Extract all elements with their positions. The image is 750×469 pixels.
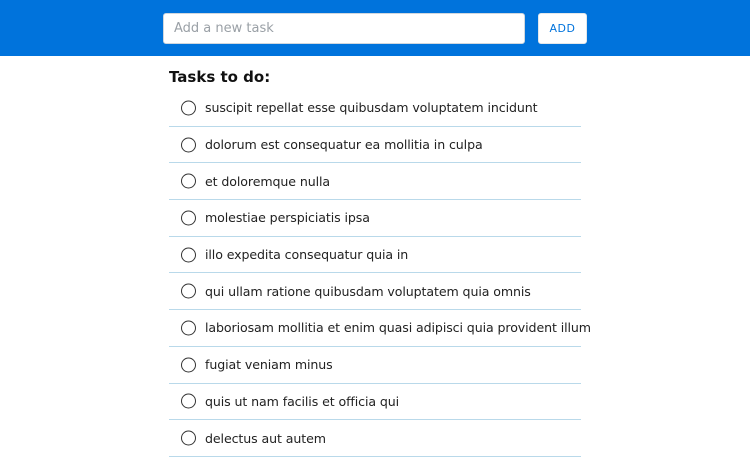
task-label: quis ut nam facilis et officia qui <box>205 393 400 409</box>
task-label: fugiat veniam minus <box>205 357 333 373</box>
task-label: qui ullam ratione quibusdam voluptatem quia omnis <box>205 283 531 299</box>
add-task-button[interactable]: ADD <box>538 13 587 44</box>
task-label: molestiae perspiciatis ipsa <box>205 210 370 226</box>
complete-task-radio-icon[interactable] <box>181 431 196 446</box>
complete-task-radio-icon[interactable] <box>181 137 196 152</box>
task-label: illo expedita consequatur quia in <box>205 247 409 263</box>
complete-task-radio-icon[interactable] <box>181 174 196 189</box>
task-item <box>169 273 581 310</box>
task-item <box>169 347 581 384</box>
task-label: delectus aut autem <box>205 430 326 446</box>
complete-task-radio-icon[interactable] <box>181 284 196 299</box>
task-item <box>169 90 581 127</box>
task-label: dolorum est consequatur ea mollitia in culpa <box>205 137 483 153</box>
task-label: et doloremque nulla <box>205 173 331 189</box>
task-list <box>169 90 591 457</box>
new-task-input[interactable] <box>163 13 525 44</box>
complete-task-radio-icon[interactable] <box>181 247 196 262</box>
complete-task-radio-icon[interactable] <box>181 394 196 409</box>
task-item <box>169 237 581 274</box>
section-title: Tasks to do: <box>169 68 271 86</box>
task-item <box>169 384 581 421</box>
complete-task-radio-icon[interactable] <box>181 357 196 372</box>
task-item <box>169 420 581 457</box>
task-item <box>169 310 591 347</box>
task-item <box>169 127 581 164</box>
task-label: suscipit repellat esse quibusdam voluptatem incidunt <box>205 100 538 116</box>
task-item <box>169 200 581 237</box>
task-item <box>169 163 581 200</box>
complete-task-radio-icon[interactable] <box>181 210 196 225</box>
complete-task-radio-icon[interactable] <box>181 100 196 115</box>
app-header <box>0 0 750 56</box>
task-label: laboriosam mollitia et enim quasi adipisci quia provident illum <box>205 320 591 336</box>
complete-task-radio-icon[interactable] <box>181 320 196 335</box>
